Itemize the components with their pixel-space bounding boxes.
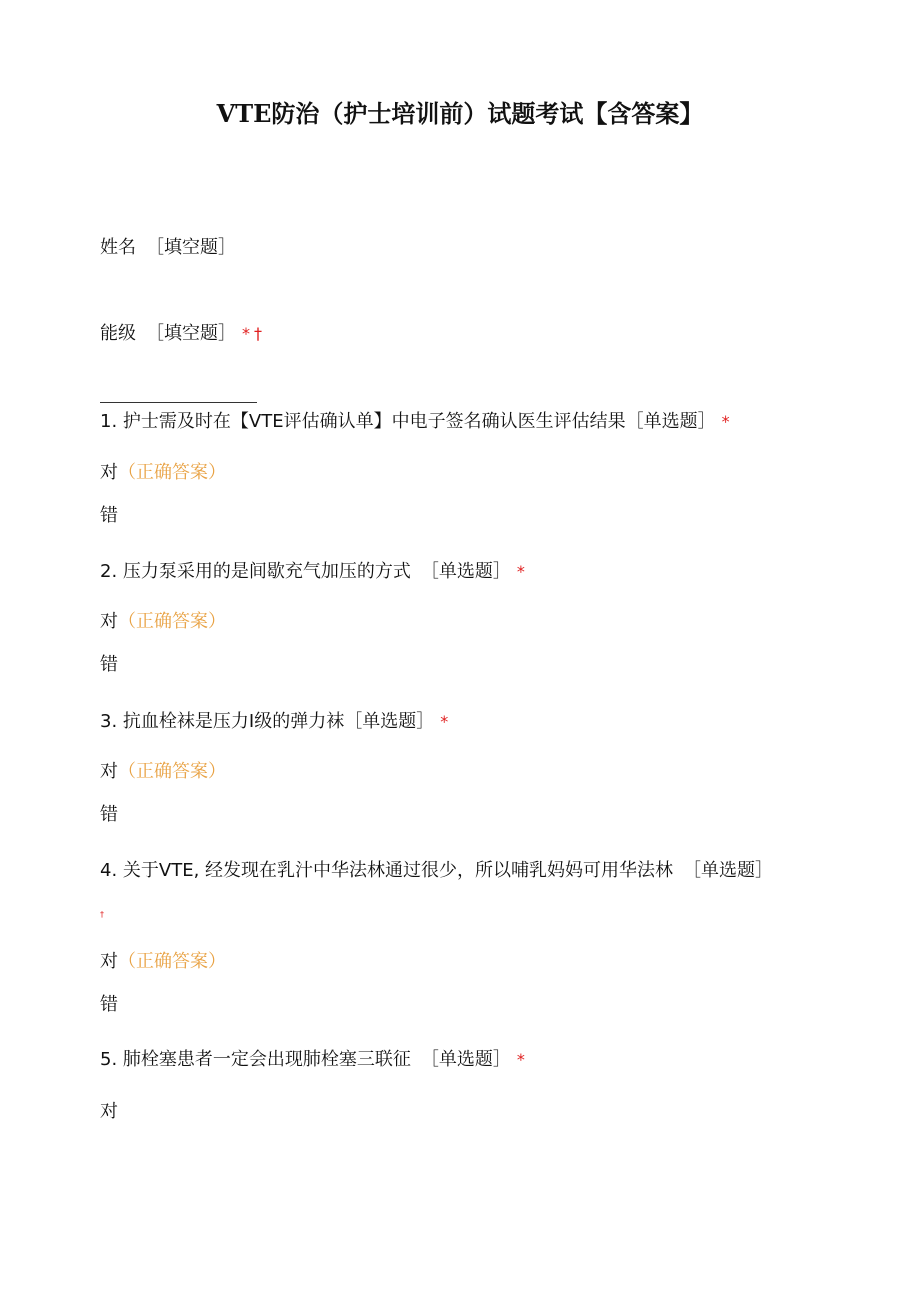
question-text: 4. 关于VTE, 经发现在乳汁中华法林通过很少，所以哺乳妈妈可用华法林: [100, 860, 674, 881]
option-true[interactable]: [100, 1099, 118, 1125]
field-type-tag: ［填空题］: [146, 323, 236, 344]
question-type-tag: ［单选题］: [625, 411, 716, 432]
question-3: [100, 709, 448, 735]
option-label: 错: [100, 505, 118, 526]
option-true[interactable]: [100, 949, 226, 975]
option-label: 对: [100, 1101, 118, 1122]
required-marker: *: [440, 712, 449, 731]
field-label: 能级: [100, 323, 136, 344]
option-label: 对: [100, 462, 118, 483]
option-true[interactable]: [100, 759, 226, 785]
correct-answer-note: （正确答案）: [118, 951, 226, 972]
section-divider: [100, 402, 257, 403]
required-marker: †: [100, 910, 104, 919]
option-false[interactable]: [100, 503, 118, 529]
question-text: 1. 护士需及时在【VTE评估确认单】中电子签名确认医生评估结果: [100, 411, 626, 432]
question-1: [100, 409, 730, 435]
option-true[interactable]: [100, 609, 226, 635]
correct-answer-note: （正确答案）: [118, 761, 226, 782]
required-marker: *: [721, 412, 730, 431]
option-false[interactable]: [100, 992, 118, 1018]
option-label: 对: [100, 951, 118, 972]
question-type-tag: ［单选题］: [344, 711, 435, 732]
option-false[interactable]: [100, 652, 118, 678]
field-level: [100, 321, 262, 347]
required-marker: *: [516, 562, 525, 581]
option-label: 错: [100, 654, 118, 675]
question-text: 3. 抗血栓袜是压力I级的弹力袜: [100, 711, 345, 732]
option-false[interactable]: [100, 802, 118, 828]
question-type-tag: ［单选题］: [683, 860, 774, 881]
field-type-tag: ［填空题］: [146, 237, 236, 258]
question-5: [100, 1047, 525, 1073]
correct-answer-note: （正确答案）: [118, 611, 226, 632]
option-label: 错: [100, 804, 118, 825]
option-label: 对: [100, 761, 118, 782]
question-type-tag: ［单选题］: [420, 561, 511, 582]
required-marker: *: [516, 1050, 525, 1069]
option-label: 对: [100, 611, 118, 632]
question-4: [100, 858, 773, 884]
page-title: VTE防治（护士培训前）试题考试【含答案】: [216, 99, 704, 128]
question-2: [100, 559, 525, 585]
option-true[interactable]: [100, 460, 226, 486]
field-label: 姓名: [100, 237, 136, 258]
correct-answer-note: （正确答案）: [118, 462, 226, 483]
required-marker: *: [242, 324, 250, 343]
field-name: [100, 235, 236, 261]
question-text: 2. 压力泵采用的是间歇充气加压的方式: [100, 561, 411, 582]
option-label: 错: [100, 994, 118, 1015]
dagger-marker: †: [254, 324, 262, 343]
question-type-tag: ［单选题］: [420, 1049, 511, 1070]
question-text: 5. 肺栓塞患者一定会出现肺栓塞三联征: [100, 1049, 411, 1070]
